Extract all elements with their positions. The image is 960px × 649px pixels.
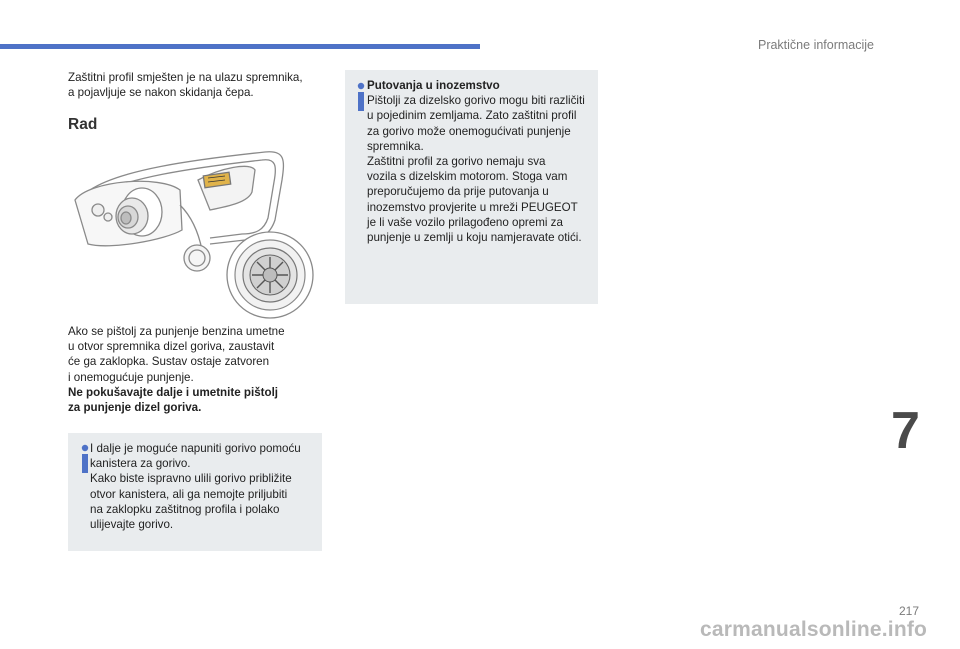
- info-line: Kako biste ispravno ulili gorivo približite: [90, 472, 292, 486]
- operation-line: Ako se pištolj za punjenje benzina umetne: [68, 325, 285, 338]
- operation-line: u otvor spremnika dizel goriva, zaustavit: [68, 340, 275, 354]
- intro-paragraph: [68, 70, 303, 100]
- fuel-filler-neck-illustration: [70, 140, 326, 320]
- info-line: preporučujemo da prije putovanja u: [367, 185, 549, 199]
- info-line: ulijevajte gorivo.: [90, 518, 174, 532]
- operation-paragraph: [68, 324, 285, 415]
- info-line: na zaklopku zaštitnog profila i polako: [90, 502, 280, 516]
- warning-line: za punjenje dizel goriva.: [68, 401, 202, 415]
- info-line: Zaštitni profil za gorivo nemaju sva: [367, 155, 546, 169]
- fuel-filler-svg: [70, 140, 326, 320]
- info-line: I dalje je moguće napuniti gorivo pomoću: [90, 442, 301, 455]
- header-accent-bar: [0, 44, 480, 49]
- info-line: spremnika.: [367, 139, 424, 153]
- info-line: otvor kanistera, ali ga nemojte priljubiti: [90, 487, 288, 501]
- info-line: Pištolji za dizelsko gorivo mogu biti različiti: [367, 94, 585, 108]
- intro-line: Zaštitni profil smješten je na ulazu spremnika,: [68, 71, 303, 84]
- page-number: 217: [899, 604, 920, 618]
- info-line: vozila s dizelskim motorom. Stoga vam: [367, 170, 568, 184]
- info-line: inozemstvo provjerite u mreži PEUGEOT: [367, 200, 578, 214]
- info-line: za gorivo može onemogućivati punjenje: [367, 124, 571, 138]
- section-heading: Rad: [68, 116, 98, 133]
- chapter-title: Praktične informacije: [757, 38, 874, 52]
- info-text-canister: [90, 441, 301, 532]
- operation-line: će ga zaklopka. Sustav ostaje zatvoren: [68, 355, 270, 369]
- info-line: kanistera za gorivo.: [90, 457, 191, 471]
- chapter-number: 7: [891, 402, 920, 460]
- info-line: je li vaše vozilo prilagođeno opremi za: [367, 215, 563, 229]
- info-line: u pojedinim zemljama. Zato zaštitni profil: [367, 109, 577, 123]
- operation-line: i onemogućuje punjenje.: [68, 370, 194, 384]
- info-box-travel: [345, 70, 598, 304]
- info-text-travel: [367, 78, 585, 245]
- watermark: carmanualsonline.info: [700, 618, 928, 641]
- info-line: punjenje u zemlji u koju namjeravate otići.: [367, 231, 582, 245]
- intro-line: a pojavljuje se nakon skidanja čepa.: [68, 86, 254, 100]
- info-title: Putovanja u inozemstvo: [367, 79, 500, 92]
- warning-line: Ne pokušavajte dalje i umetnite pištolj: [68, 385, 279, 399]
- info-box-canister: [68, 433, 322, 551]
